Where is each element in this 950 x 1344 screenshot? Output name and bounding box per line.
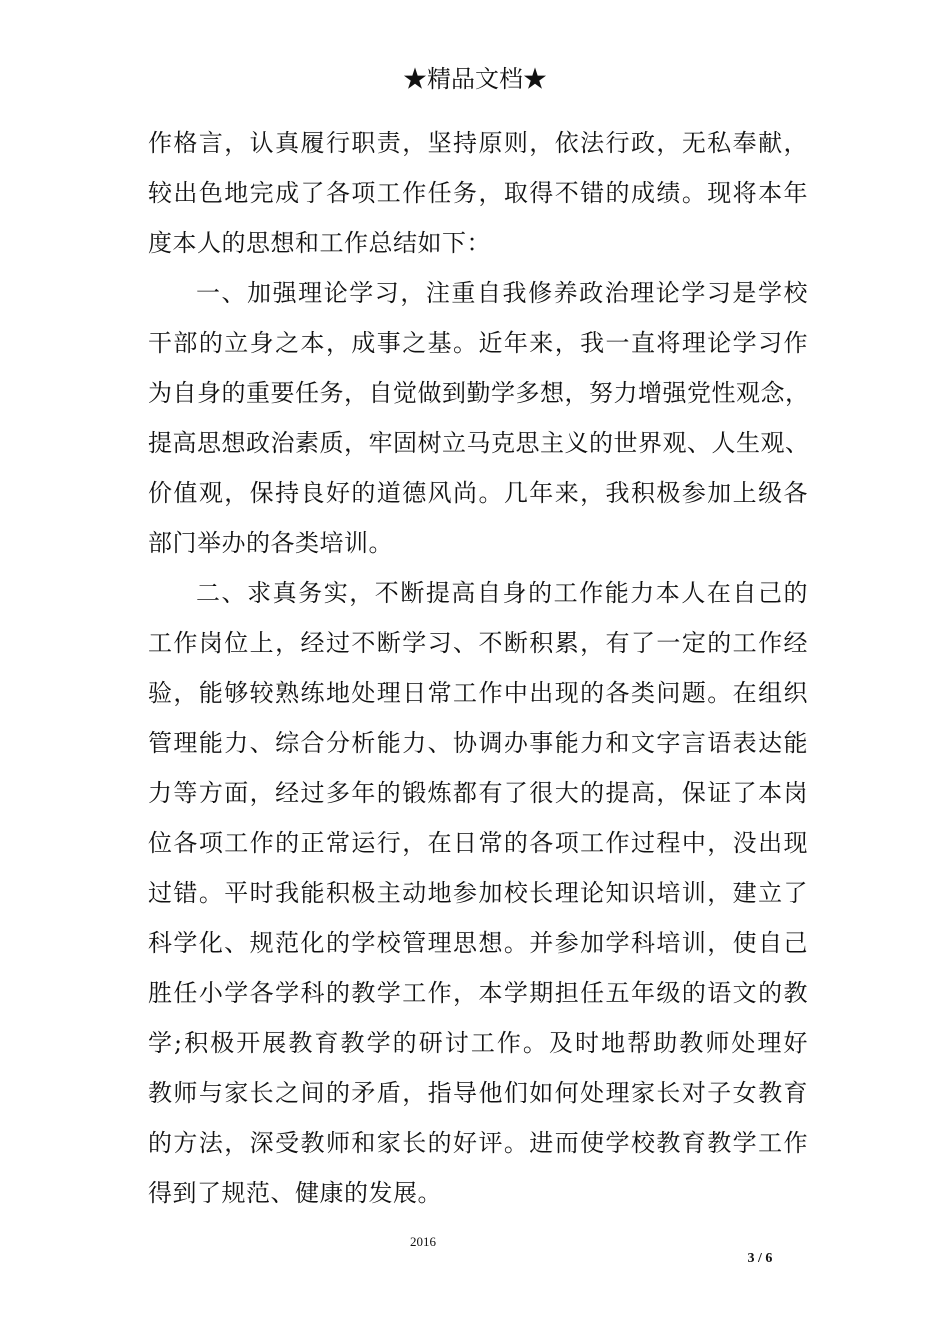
body-line: 位各项工作的正常运行，在日常的各项工作过程中，没出现: [148, 829, 808, 857]
section-1-heading-line: 一、加强理论学习，注重自我修养政治理论学习是学校: [196, 279, 808, 307]
body-line: 为自身的重要任务，自觉做到勤学多想，努力增强党性观念，: [148, 379, 810, 407]
body-line: 的方法，深受教师和家长的好评。进而使学校教育教学工作: [148, 1129, 808, 1157]
body-line: 胜任小学各学科的教学工作，本学期担任五年级的语文的教: [148, 979, 808, 1007]
body-line: 科学化、规范化的学校管理思想。并参加学科培训，使自己: [148, 929, 808, 957]
body-line: 学;积极开展教育教学的研讨工作。及时地帮助教师处理好: [148, 1029, 808, 1057]
body-line: 部门举办的各类培训。: [148, 529, 393, 557]
section-2-heading-line: 二、求真务实，不断提高自身的工作能力本人在自己的: [196, 579, 808, 607]
body-line: 管理能力、综合分析能力、协调办事能力和文字言语表达能: [148, 729, 808, 757]
body-line: 验，能够较熟练地处理日常工作中出现的各类问题。在组织: [148, 679, 808, 707]
body-line: 得到了规范、健康的发展。: [148, 1179, 442, 1207]
body-line: 提高思想政治素质，牢固树立马克思主义的世界观、人生观、: [148, 429, 810, 457]
body-line: 度本人的思想和工作总结如下：: [148, 229, 491, 257]
page-number: 3 / 6: [747, 1251, 773, 1266]
body-line: 教师与家长之间的矛盾，指导他们如何处理家长对子女教育: [148, 1079, 808, 1107]
body-line: 价值观，保持良好的道德风尚。几年来，我积极参加上级各: [148, 479, 808, 507]
document-body: [148, 118, 808, 1218]
footer-year: 2016: [410, 1234, 436, 1249]
body-line: 力等方面，经过多年的锻炼都有了很大的提高，保证了本岗: [148, 779, 808, 807]
document-header-title: ★精品文档★: [403, 65, 547, 93]
body-line: 干部的立身之本，成事之基。近年来，我一直将理论学习作: [148, 329, 808, 357]
body-line: 工作岗位上，经过不断学习、不断积累，有了一定的工作经: [148, 629, 808, 657]
body-line: 过错。平时我能积极主动地参加校长理论知识培训，建立了: [148, 879, 808, 907]
body-line: 较出色地完成了各项工作任务，取得不错的成绩。现将本年: [148, 179, 808, 207]
body-line: 作格言，认真履行职责，坚持原则，依法行政，无私奉献，: [148, 129, 808, 157]
